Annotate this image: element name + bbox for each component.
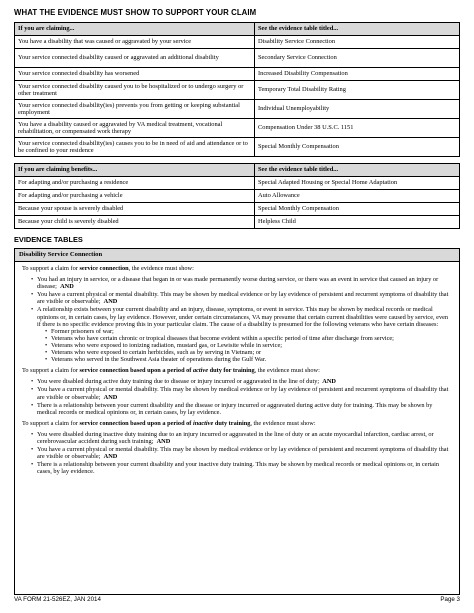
and-label: AND [103, 298, 118, 306]
evidence-table-cell: Individual Unemployability [255, 100, 460, 119]
list-item [31, 446, 453, 460]
claims-table-header [15, 23, 460, 36]
list-item [31, 402, 453, 416]
evidence-table-cell: Secondary Service Connection [255, 49, 460, 68]
evidence-table-cell: Auto Allowance [255, 190, 460, 203]
evidence-tables-heading: EVIDENCE TABLES [14, 235, 83, 244]
item-text: You have a current physical or mental disability. This may be shown by medical evidence or by lay evidence of persistent and recurrent symptoms of disability that are visible or observable; [37, 386, 449, 401]
list-item [31, 431, 453, 445]
evidence-table-cell: Disability Service Connection [255, 36, 460, 49]
column-header: See the evidence table titled... [255, 23, 460, 36]
item-text: There is a relationship between your current disability and your inactive duty training. This may be shown by medical records or medical opinions or, in certain cases, by lay evidence. [37, 461, 439, 476]
intro-bold: service connection based upon a period of [79, 419, 193, 427]
sub-list-item: • Veterans who were exposed to certain herbicides, such as by serving in Vietnam; or [45, 349, 453, 356]
item-text: You had an injury in service, or a disease that began in or was made permanently worse during service, or there was an event in service that caused an injury or disease; [37, 276, 439, 291]
table-row [15, 36, 460, 49]
table-row [15, 190, 460, 203]
evidence-table-cell: Special Monthly Compensation [255, 138, 460, 157]
intro-text: , the evidence must show: [250, 419, 316, 427]
list-item [31, 386, 453, 400]
list-item [31, 276, 453, 290]
benefit-cell: For adapting and/or purchasing a residence [15, 177, 255, 190]
sub-list-item: • Veterans who were exposed to ionizing radiation, mustard gas, or Lewisite while in service; [45, 342, 453, 349]
intro-paragraph [22, 367, 453, 374]
item-text: You were disabled during inactive duty training due to an injury incurred or aggravated in the line of duty or an acute myocardial infarction, cardiac arrest, or cerebrovascular accident during such training; [37, 430, 434, 445]
requirements-list [22, 378, 453, 415]
presumptive-list [37, 328, 453, 363]
table-row [15, 177, 460, 190]
intro-text: To support a claim for [22, 367, 80, 375]
intro-italic: active [192, 367, 209, 375]
item-text: You have a current physical or mental disability. This may be shown by medical evidence or by lay evidence of persistent and recurrent symptoms of disability that are visible or observable; [37, 291, 449, 306]
intro-text: To support a claim for [22, 419, 80, 427]
table-row [15, 68, 460, 81]
table-row [15, 138, 460, 157]
intro-text: , the evidence must show: [254, 367, 320, 375]
item-text: You have a current physical or mental disability. This may be shown by medical evidence or by lay evidence of persistent and recurrent symptoms of disability that are visible or observable; [37, 446, 449, 461]
claim-cell: Your service connected disability has worsened [15, 68, 255, 81]
claim-cell: Your service connected disability(ies) causes you to be in need of aid and attendance or to be confined to your residence [15, 138, 255, 157]
table-row [15, 203, 460, 216]
item-text: You were disabled during active duty training due to disease or injury incurred or aggravated in the line of duty; [37, 378, 320, 386]
item-text: A relationship exists between your current disability and an injury, disease, symptoms, or event in service. This may be shown by medical records or medical opinions or, in certain cases, by lay evidence. However, under certain circumstances, VA may presume that certain current disabilities were caused by service, even if there is no specific evidence proving this in your particular claim. The cause of a disability is presumed for the following veterans who have certain diseases: [37, 306, 449, 328]
requirements-list [22, 276, 453, 363]
intro-bold: service connection [79, 265, 129, 272]
sub-list-item: • Former prisoners of war; [45, 328, 453, 335]
sub-list-item: • Veterans who have certain chronic or tropical diseases that become evident within a specific period of time after discharge from service; [45, 335, 453, 342]
evidence-box [14, 248, 460, 595]
intro-bold: duty for training [208, 367, 255, 375]
benefit-cell: Because your spouse is severely disabled [15, 203, 255, 216]
claim-cell: You have a disability caused or aggravated by VA medical treatment, vocational rehabilitation, or compensated work therapy [15, 119, 255, 138]
intro-bold: service connection based upon a period of [79, 367, 193, 375]
intro-italic: inactive [192, 419, 214, 427]
column-header: If you are claiming benefits... [15, 164, 255, 177]
and-label: AND [60, 283, 74, 291]
evidence-table-cell: Helpless Child [255, 216, 460, 229]
table-row [15, 81, 460, 100]
claim-cell: Your service connected disability caused or aggravated an additional disability [15, 49, 255, 68]
intro-paragraph [22, 265, 453, 272]
list-item [31, 378, 453, 385]
intro-text: , the evidence must show: [128, 265, 194, 272]
item-text: There is a relationship between your current disability and the disease or injury incurred or aggravated during active duty for training. This may be shown by medical records or medical opinions or, in certain cases, by lay evidence. [37, 401, 433, 416]
claims-table [14, 22, 460, 157]
claim-cell: You have a disability that was caused or aggravated by your service [15, 36, 255, 49]
column-header: See the evidence table titled... [255, 164, 460, 177]
benefits-table-header [15, 164, 460, 177]
page-heading: WHAT THE EVIDENCE MUST SHOW TO SUPPORT YOUR CLAIM [14, 8, 257, 17]
benefit-cell: Because your child is severely disabled [15, 216, 255, 229]
benefit-cell: For adapting and/or purchasing a vehicle [15, 190, 255, 203]
requirements-list [22, 431, 453, 476]
claim-cell: Your service connected disability caused you to be hospitalized or to undergo surgery or other treatment [15, 81, 255, 100]
form-number: VA FORM 21-526EZ, JAN 2014 [14, 596, 101, 603]
evidence-table-cell: Increased Disability Compensation [255, 68, 460, 81]
benefits-table [14, 163, 460, 229]
sub-list-item: • Veterans who served in the Southwest Asia theater of operations during the Gulf War. [45, 356, 453, 363]
list-item [31, 306, 453, 363]
intro-paragraph [22, 420, 453, 427]
evidence-box-body [15, 262, 459, 475]
table-row [15, 100, 460, 119]
and-label: AND [103, 393, 118, 401]
evidence-table-cell: Temporary Total Disability Rating [255, 81, 460, 100]
column-header: If you are claiming... [15, 23, 255, 36]
intro-bold: duty training [213, 419, 251, 427]
document-page [14, 6, 460, 595]
list-item [31, 291, 453, 305]
evidence-box-title: Disability Service Connection [15, 249, 459, 262]
list-item [31, 461, 453, 475]
page-number: Page 3 [440, 596, 460, 603]
evidence-table-cell: Compensation Under 38 U.S.C. 1151 [255, 119, 460, 138]
table-row [15, 119, 460, 138]
evidence-table-cell: Special Monthly Compensation [255, 203, 460, 216]
and-label: AND [322, 378, 336, 386]
evidence-table-cell: Special Adapted Housing or Special Home Adaptation [255, 177, 460, 190]
claim-cell: Your service connected disability(ies) prevents you from getting or keeping substantial employment [15, 100, 255, 119]
page-footer [14, 596, 460, 603]
and-label: AND [103, 453, 118, 461]
table-row [15, 49, 460, 68]
intro-text: To support a claim for [22, 265, 80, 272]
and-label: AND [156, 437, 171, 445]
table-row [15, 216, 460, 229]
